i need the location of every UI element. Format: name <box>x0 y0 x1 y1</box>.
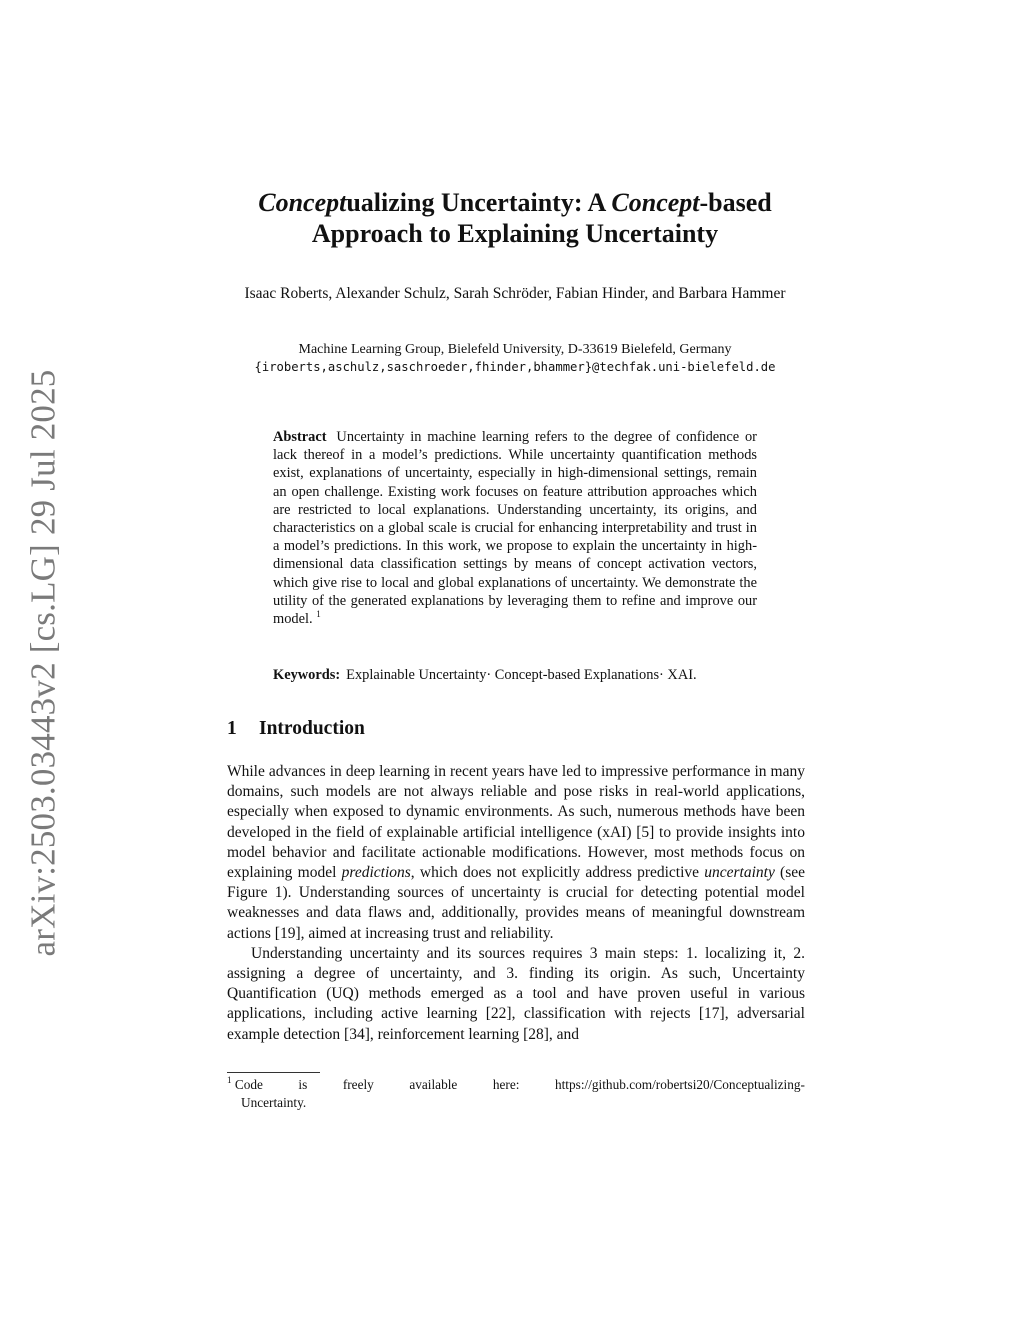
intro-paragraph-2: Understanding uncertainty and its sources requires 3 main steps: 1. localizing it, 2. assigning a degree of uncertainty, and 3. finding its origin. As such, Uncertainty Quantification (UQ) methods emerged as a tool and have proven useful in various applications, including active learning [22], classification with rejects [17], adversarial example detection [34], reinforcement learning [28], and <box>227 944 805 1043</box>
abstract <box>273 428 757 628</box>
footnote-word-freely: freely <box>342 1077 374 1092</box>
paper-title <box>200 187 830 249</box>
footnote-link[interactable]: https://github.com/robertsi20/Conceptualizing- <box>554 1077 805 1092</box>
title-segment-4: -based <box>699 188 772 217</box>
keywords-text: Explainable Uncertainty· Concept-based Explanations· XAI. <box>346 667 697 683</box>
footnote-word-available: available <box>409 1077 458 1092</box>
keywords-label: Keywords: <box>273 667 341 683</box>
title-italic-concept-2: Concept <box>611 188 700 217</box>
intro-p1-text-a: While advances in deep learning in recent years have led to impressive performance in many domains, such models are not always reliable and pose risks in real-world applications, especially when exposed to dynamic environments. As such, numerous methods have been developed in the field of explainable artificial intelligence (xAI) [5] to provide insights into model behavior and facilitate actionable modifications. However, most methods focus on explaining model <box>227 763 805 882</box>
footnote-rule <box>227 1072 320 1073</box>
introduction-body <box>227 762 805 1045</box>
abstract-text: Uncertainty in machine learning refers to the degree of confidence or lack thereof in a model’s predictions. While uncertainty quantification methods exist, explanations of uncertainty, especially in high-dimensional settings, remain an open challenge. Existing work focuses on feature attribution approaches which are restricted to local explanations. Understanding uncertainty, its origins, and characteristics on a global scale is crucial for enhancing interpretability and trust in a model’s predictions. In this work, we propose to explain the uncertainty in high-dimensional data classification settings by means of concept activation vectors, which give rise to local and global explanations of uncertainty. We demonstrate the utility of the generated explanations by leveraging them to refine and improve our model. <box>273 429 757 628</box>
section-number: 1 <box>227 718 237 739</box>
footnote-link-continuation[interactable]: Uncertainty. <box>241 1095 307 1110</box>
author-list: Isaac Roberts, Alexander Schulz, Sarah Schröder, Fabian Hinder, and Barbara Hammer <box>244 285 786 302</box>
title-italic-concept-1: Concept <box>258 188 347 217</box>
footnote-word-here: here: <box>492 1077 520 1092</box>
author-emails: {iroberts,aschulz,saschroeder,fhinder,bhammer}@techfak.uni-bielefeld.de <box>254 360 776 374</box>
title-line-1 <box>200 187 830 218</box>
title-segment-2: ualizing Uncertainty: A <box>346 188 612 217</box>
footnote-line-1 <box>227 1076 805 1094</box>
footnote-word-code: Code <box>234 1077 263 1092</box>
affiliation: Machine Learning Group, Bielefeld University, D-33619 Bielefeld, Germany <box>298 342 732 357</box>
section-title: Introduction <box>259 718 365 739</box>
abstract-label: Abstract <box>273 429 327 445</box>
footnote-word-is: is <box>298 1077 308 1092</box>
intro-p1-text-b: , which does not explicitly address predictive <box>410 864 705 882</box>
intro-p1-emphasis-uncertainty: uncertainty <box>704 864 775 882</box>
arxiv-sidebar-stamp <box>18 369 68 956</box>
footnote-word <box>227 1076 263 1094</box>
arxiv-identifier: arXiv:2503.03443v2 [cs.LG] 29 Jul 2025 <box>23 369 63 956</box>
intro-p1-emphasis-predictions: predictions <box>341 864 411 882</box>
section-heading-introduction <box>227 718 365 740</box>
abstract-footnote-mark: 1 <box>316 609 321 620</box>
intro-p1-text-c: (see Figure 1). Understanding sources of uncertainty is crucial for detecting potential model weaknesses and data flaws and, additionally, provides means of meaningful downstream actions [19], aimed at increasing trust and reliability. <box>227 864 806 942</box>
keywords <box>273 666 773 684</box>
footnote <box>227 1076 805 1112</box>
intro-paragraph-1 <box>227 762 805 944</box>
title-line-2: Approach to Explaining Uncertainty <box>311 219 719 248</box>
footnote-mark: 1 <box>227 1075 232 1085</box>
